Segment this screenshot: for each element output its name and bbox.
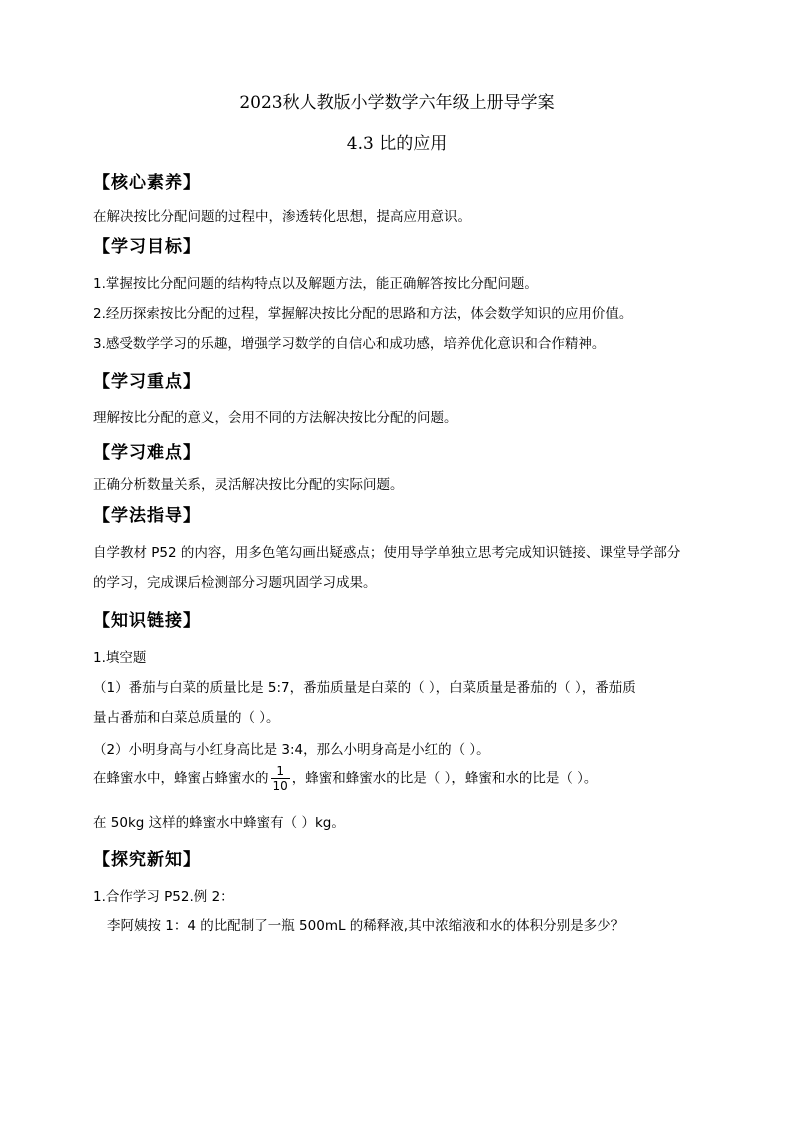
fraction-numerator: 1 <box>271 764 290 779</box>
link-question-1-line2: 量占番茄和白菜总质量的（ ）。 <box>93 710 280 726</box>
method-text-line1: 自学教材 P52 的内容，用多色笔勾画出疑惑点；使用导学单独立思考完成知识链接、课堂导学部分 <box>93 545 681 561</box>
heading-link: 【知识链接】 <box>93 611 201 631</box>
fraction <box>271 764 290 793</box>
heading-core: 【核心素养】 <box>93 173 201 193</box>
link-question-1-line1: （1）番茄与白菜的质量比是 5:7，番茄质量是白菜的（ ），白菜质量是番茄的（ ），番茄质 <box>93 680 636 696</box>
q3-text-after: ，蜂蜜和蜂蜜水的比是（ ），蜂蜜和水的比是（ ）。 <box>291 770 598 787</box>
goal-item: 2.经历探索按比分配的过程，掌握解决按比分配的思路和方法，体会数学知识的应用价值。 <box>93 306 633 322</box>
difficult-text: 正确分析数量关系，灵活解决按比分配的实际问题。 <box>93 477 404 493</box>
method-text-line2: 的学习，完成课后检测部分习题巩固学习成果。 <box>93 575 377 591</box>
heading-method: 【学法指导】 <box>93 506 201 526</box>
link-question-2: （2）小明身高与小红身高比是 3:4，那么小明身高是小红的（ ）。 <box>93 742 490 758</box>
explore-item-1: 1.合作学习 P52.例 2： <box>93 889 234 905</box>
heading-goals: 【学习目标】 <box>93 237 201 257</box>
q3-text-before: 在蜂蜜水中，蜂蜜占蜂蜜水的 <box>93 770 269 787</box>
goal-item: 1.掌握按比分配问题的结构特点以及解题方法，能正确解答按比分配问题。 <box>93 276 538 292</box>
fraction-denominator: 10 <box>272 779 288 793</box>
core-text: 在解决按比分配问题的过程中，渗透转化思想，提高应用意识。 <box>93 209 471 225</box>
document-title: 2023秋人教版小学数学六年级上册导学案 <box>239 93 555 113</box>
document-subtitle: 4.3 比的应用 <box>346 134 448 154</box>
goal-item: 3.感受数学学习的乐趣，增强学习数学的自信心和成功感，培养优化意识和合作精神。 <box>93 336 606 352</box>
heading-explore: 【探究新知】 <box>93 850 201 870</box>
link-question-4: 在 50kg 这样的蜂蜜水中蜂蜜有（ ）kg。 <box>93 815 345 831</box>
link-question-3 <box>93 764 597 793</box>
heading-key: 【学习重点】 <box>93 372 201 392</box>
key-text: 理解按比分配的意义，会用不同的方法解决按比分配的问题。 <box>93 410 458 426</box>
explore-item-1-text: 李阿姨按 1：4 的比配制了一瓶 500mL 的稀释液,其中浓缩液和水的体积分别是多少？ <box>107 918 625 934</box>
heading-difficult: 【学习难点】 <box>93 443 201 463</box>
link-question-title: 1.填空题 <box>93 650 147 666</box>
